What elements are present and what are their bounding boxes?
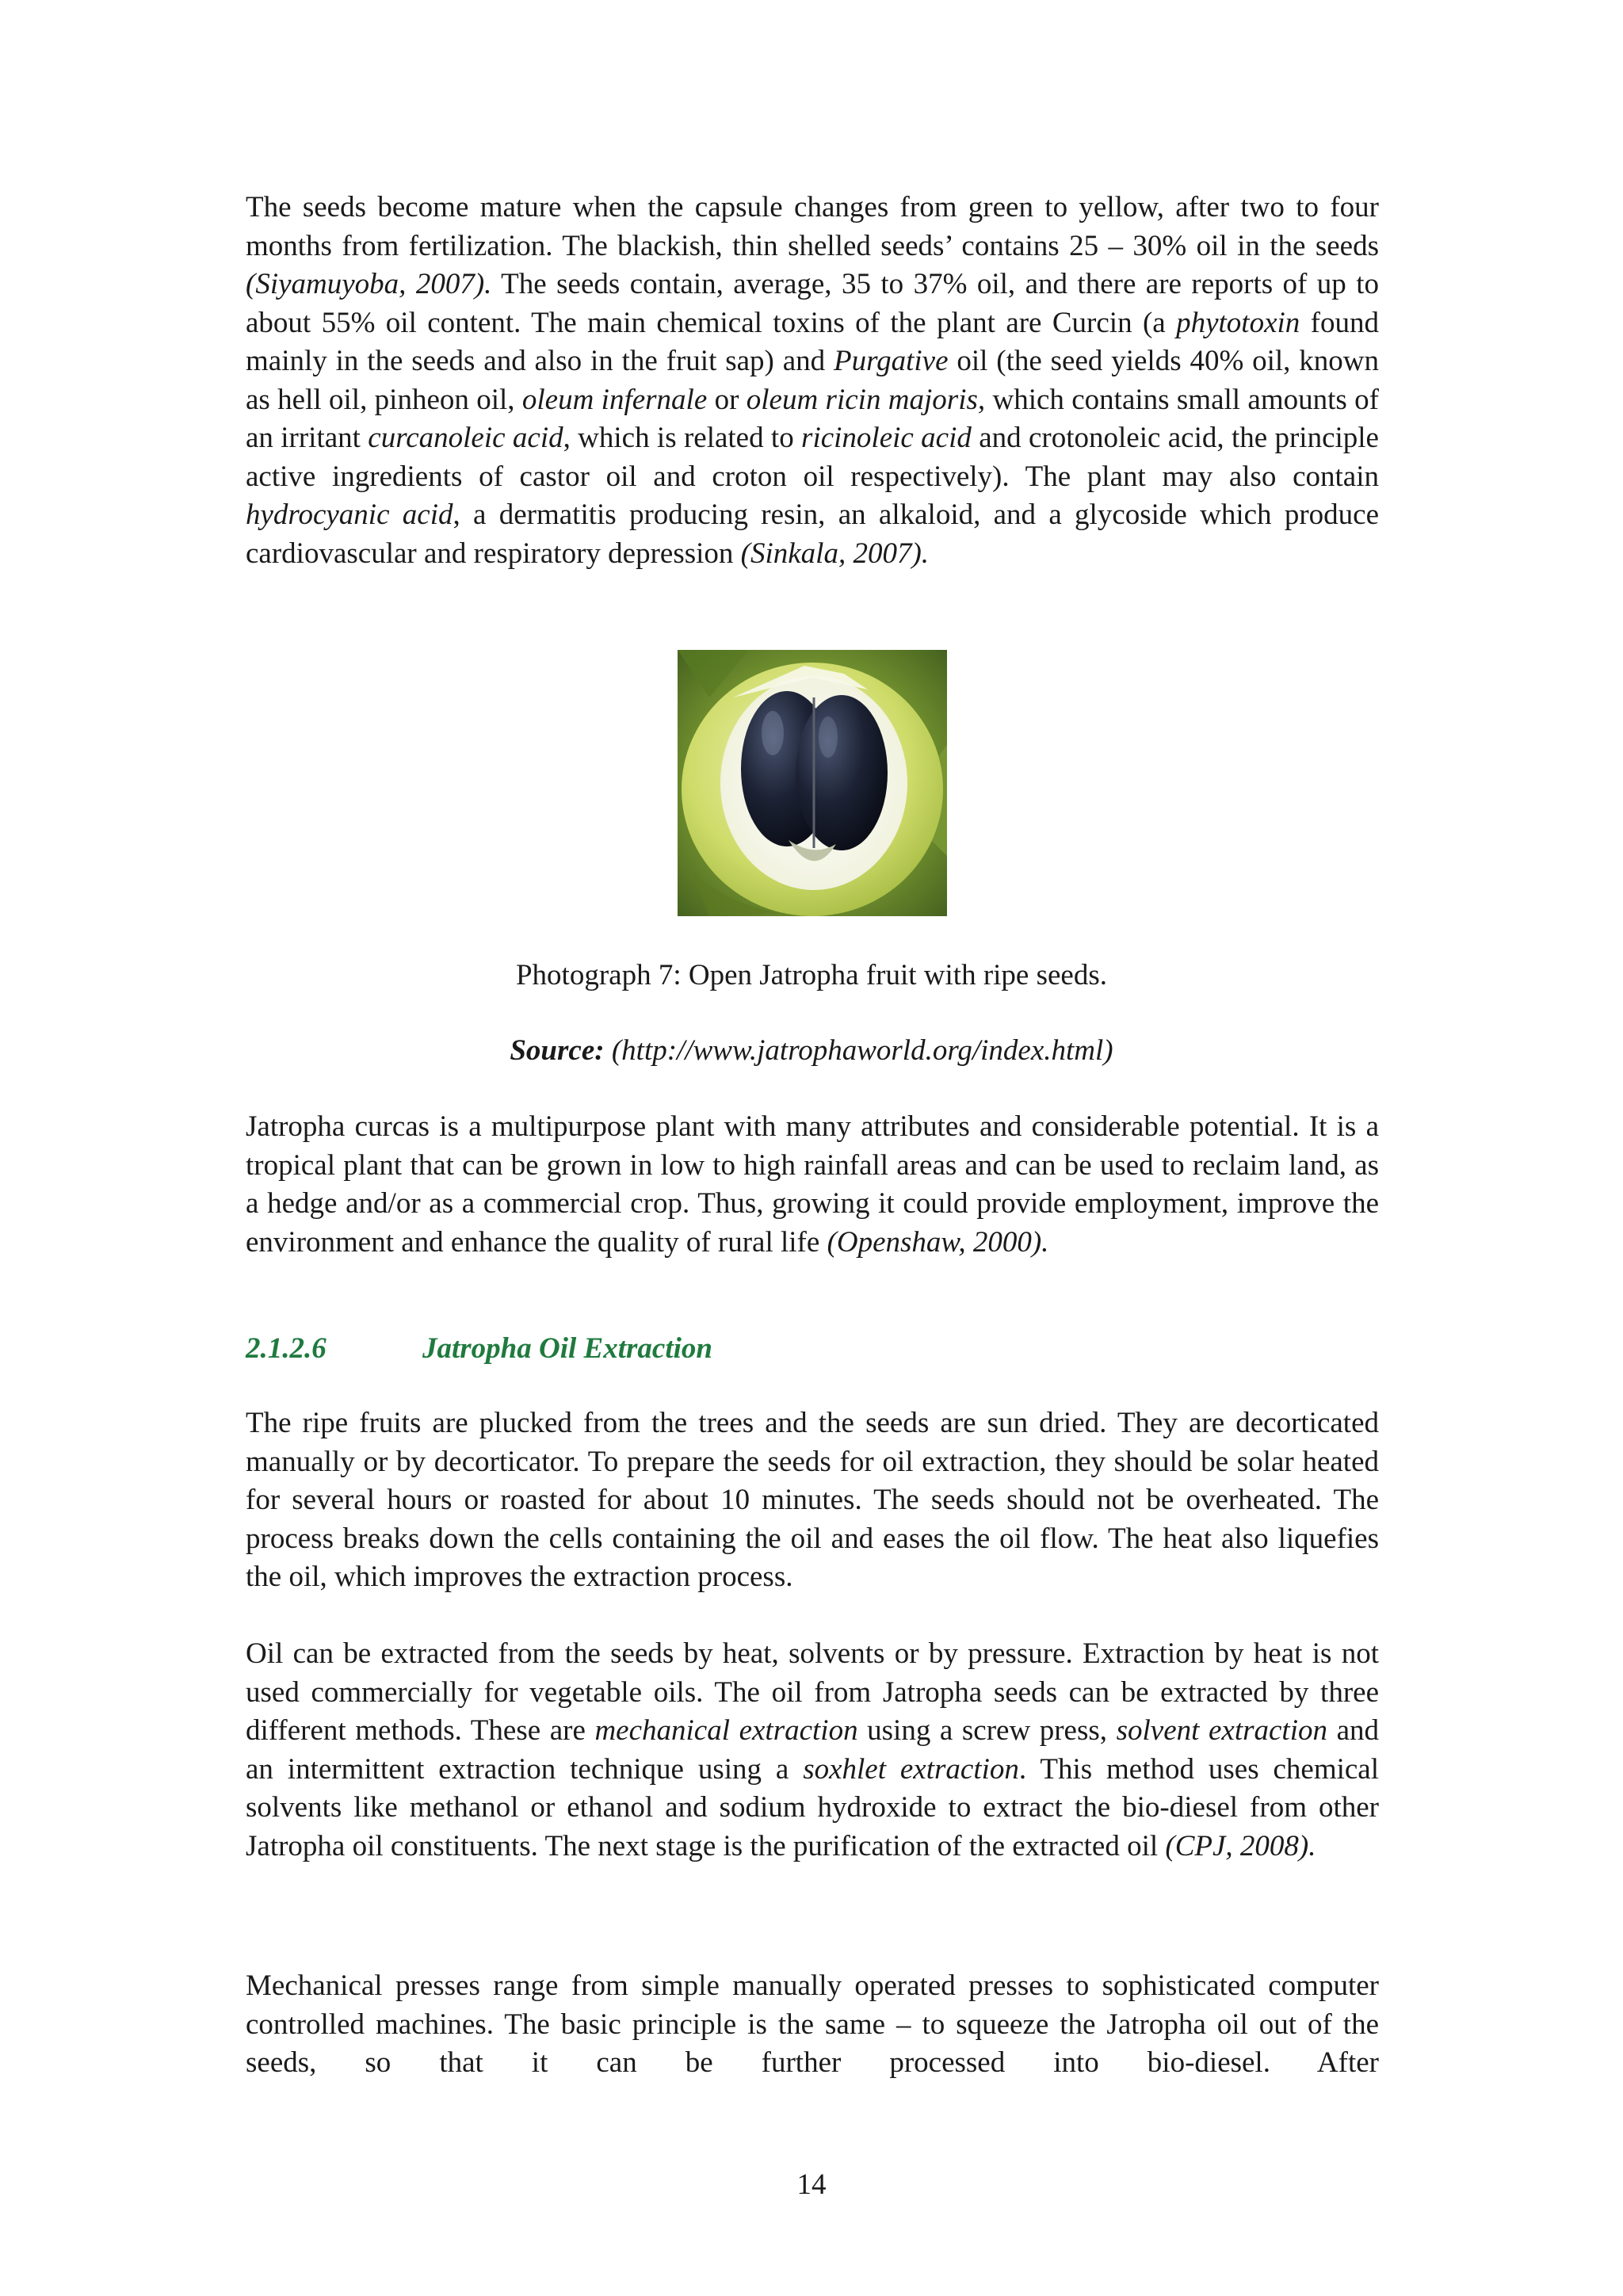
body-paragraph: The seeds become mature when the capsule changes from green to yellow, after two to four months from fertilization. The blackish, thin shelled seeds’ contains 25 – 30% oil in the seeds (Siyamuyoba, 2007). The seeds contain, average, 35 to 37% oil, and there are reports of up to about 55% oil content. The main chemical toxins of the plant are Curcin (a phytotoxin found mainly in the seeds and also in the fruit sap) and Purgative oil (the seed yields 40% oil, known as hell oil, pinheon oil, oleum infernale or oleum ricin majoris, which contains small amounts of an irritant curcanoleic acid, which is related to ricinoleic acid and crotonoleic acid, the principle active ingredients of castor oil and croton oil respectively). The plant may also contain hydrocyanic acid, a dermatitis producing resin, an alkaloid, and a glycoside which produce cardiovascular and respiratory depression (Sinkala, 2007). <box>246 191 1379 570</box>
paragraph-multipurpose <box>246 1108 1379 1262</box>
section-heading <box>246 1330 712 1368</box>
body-paragraph: Mechanical presses range from simple manually operated presses to sophisticated computer controlled machines. The basic principle is the same – to squeeze the Jatropha oil out of the seeds, so that it can be further processed into bio-diesel. After <box>246 1969 1379 2079</box>
body-paragraph: Oil can be extracted from the seeds by heat, solvents or by pressure. Extraction by heat is not used commercially for vegetable oils. The oil from Jatropha seeds can be extracted by three different methods. These are mechanical extraction using a screw press, solvent extraction and an intermittent extraction technique using a soxhlet extraction. This method uses chemical solvents like methanol or ethanol and sodium hydroxide to extract the bio-diesel from other Jatropha oil constituents. The next stage is the purification of the extracted oil (CPJ, 2008). <box>246 1637 1380 1862</box>
fruit-illustration <box>678 650 947 916</box>
body-paragraph: The ripe fruits are plucked from the trees and the seeds are sun dried. They are decorticated manually or by decorticator. To prepare the seeds for oil extraction, they should be solar heated for several hours or roasted for about 10 minutes. The seeds should not be overheated. The process breaks down the cells containing the oil and eases the oil flow. The heat also liquefies the oil, which improves the extraction process. <box>246 1407 1379 1593</box>
body-paragraph: Jatropha curcas is a multipurpose plant with many attributes and considerable potential. It is a tropical plant that can be grown in low to high rainfall areas and can be used to reclaim land, as a hedge and/or as a commercial crop. Thus, growing it could provide employment, improve the environment and enhance the quality of rural life (Openshaw, 2000). <box>246 1110 1379 1259</box>
paragraph-ripe-fruits <box>246 1404 1379 1597</box>
figure-source <box>0 1032 1623 1070</box>
jatropha-fruit-photo <box>678 650 947 916</box>
page-number: 14 <box>796 2168 827 2201</box>
citation: (CPJ, 2008). <box>1165 1829 1316 1862</box>
paragraph-extraction-methods <box>246 1635 1379 1866</box>
section-title: Jatropha Oil Extraction <box>422 1332 712 1365</box>
paragraph-seeds-maturity <box>246 189 1379 573</box>
section-number: 2.1.2.6 <box>246 1332 327 1365</box>
figure-caption: Photograph 7: Open Jatropha fruit with ripe seeds. <box>515 959 1108 991</box>
citation: (Openshaw, 2000). <box>827 1225 1049 1259</box>
paragraph-mechanical-presses <box>246 1967 1379 2083</box>
citation: (Sinkala, 2007). <box>740 537 930 570</box>
source-label: Source: <box>510 1034 605 1067</box>
citation: (Siyamuyoba, 2007). <box>246 268 492 300</box>
source-url: (http://www.jatrophaworld.org/index.html) <box>604 1034 1113 1067</box>
